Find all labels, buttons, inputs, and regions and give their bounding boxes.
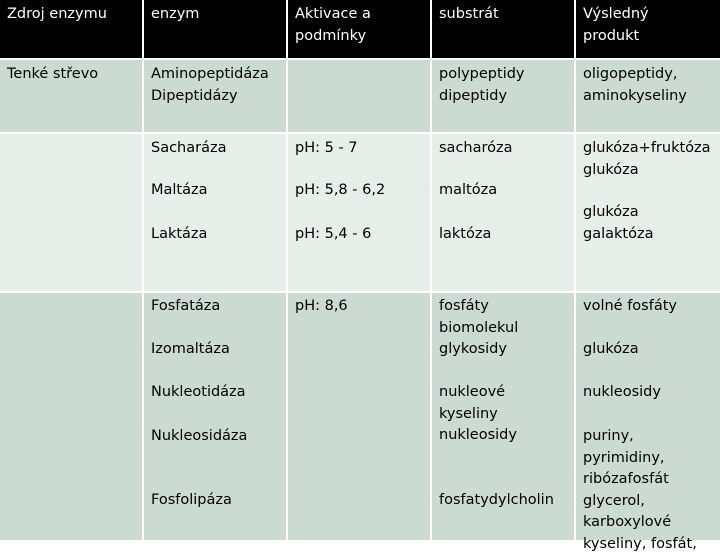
row3-activation-1: pH: 8,6 [295,298,348,314]
row2-enzyme-3: Laktáza [151,226,208,242]
row3-enzyme-4: Nukleosidáza [151,428,248,444]
row3-product-3: nukleosidy [583,384,661,400]
row1-enzymes: Aminopeptidáza Dipeptidázy [144,60,286,132]
row1-substrate: polypeptidy dipeptidy [432,60,574,132]
row3-enzyme-3: Nukleotidáza [151,384,246,400]
row2-enzyme-1: Sacharáza [151,140,227,156]
row3-substrate-1: fosfáty biomolekul glykosidy [439,298,519,357]
row3-enzyme-1: Fosfatáza [151,298,221,314]
row2-source [0,134,142,291]
header-product: Výsledný produkt [576,0,720,58]
row3-substrate-5: fosfatydylcholin [439,492,554,508]
row2-product-1: glukóza+fruktóza glukóza [583,140,711,178]
header-source: Zdroj enzymu [0,0,142,58]
row3-activation-cell [288,293,430,540]
row3-source [0,293,142,540]
row2-activation-3: pH: 5,4 - 6 [295,226,372,242]
row2-product-3: glukóza galaktóza [583,204,654,242]
row3-substrate-3: nukleové kyseliny nukleosidy [439,384,517,443]
header-substrate: substrát [432,0,574,58]
row2-substrate-1: sacharóza [439,140,513,156]
row1-activation [288,60,430,132]
header-enzyme: enzym [144,0,286,58]
row2-substrate-2: maltóza [439,182,498,198]
row3-product-2: glukóza [583,341,639,357]
row3-enzyme-5: Fosfolipáza [151,492,232,508]
row3-product-4: puriny, pyrimidiny, ribózafosfát glycerol, karboxylové kyseliny, fosfát, [583,428,697,552]
row2-enzyme-2: Maltáza [151,182,208,198]
row1-source: Tenké střevo [0,60,142,132]
row2-activation-2: pH: 5,8 - 6,2 [295,182,386,198]
row3-product-1: volné fosfáty [583,298,677,314]
header-activation: Aktivace a podmínky [288,0,430,58]
row3-enzyme-2: Izomaltáza [151,341,230,357]
row2-substrate-3: laktóza [439,226,492,242]
row2-activation-1: pH: 5 - 7 [295,140,358,156]
row1-product: oligopeptidy, aminokyseliny [576,60,720,132]
